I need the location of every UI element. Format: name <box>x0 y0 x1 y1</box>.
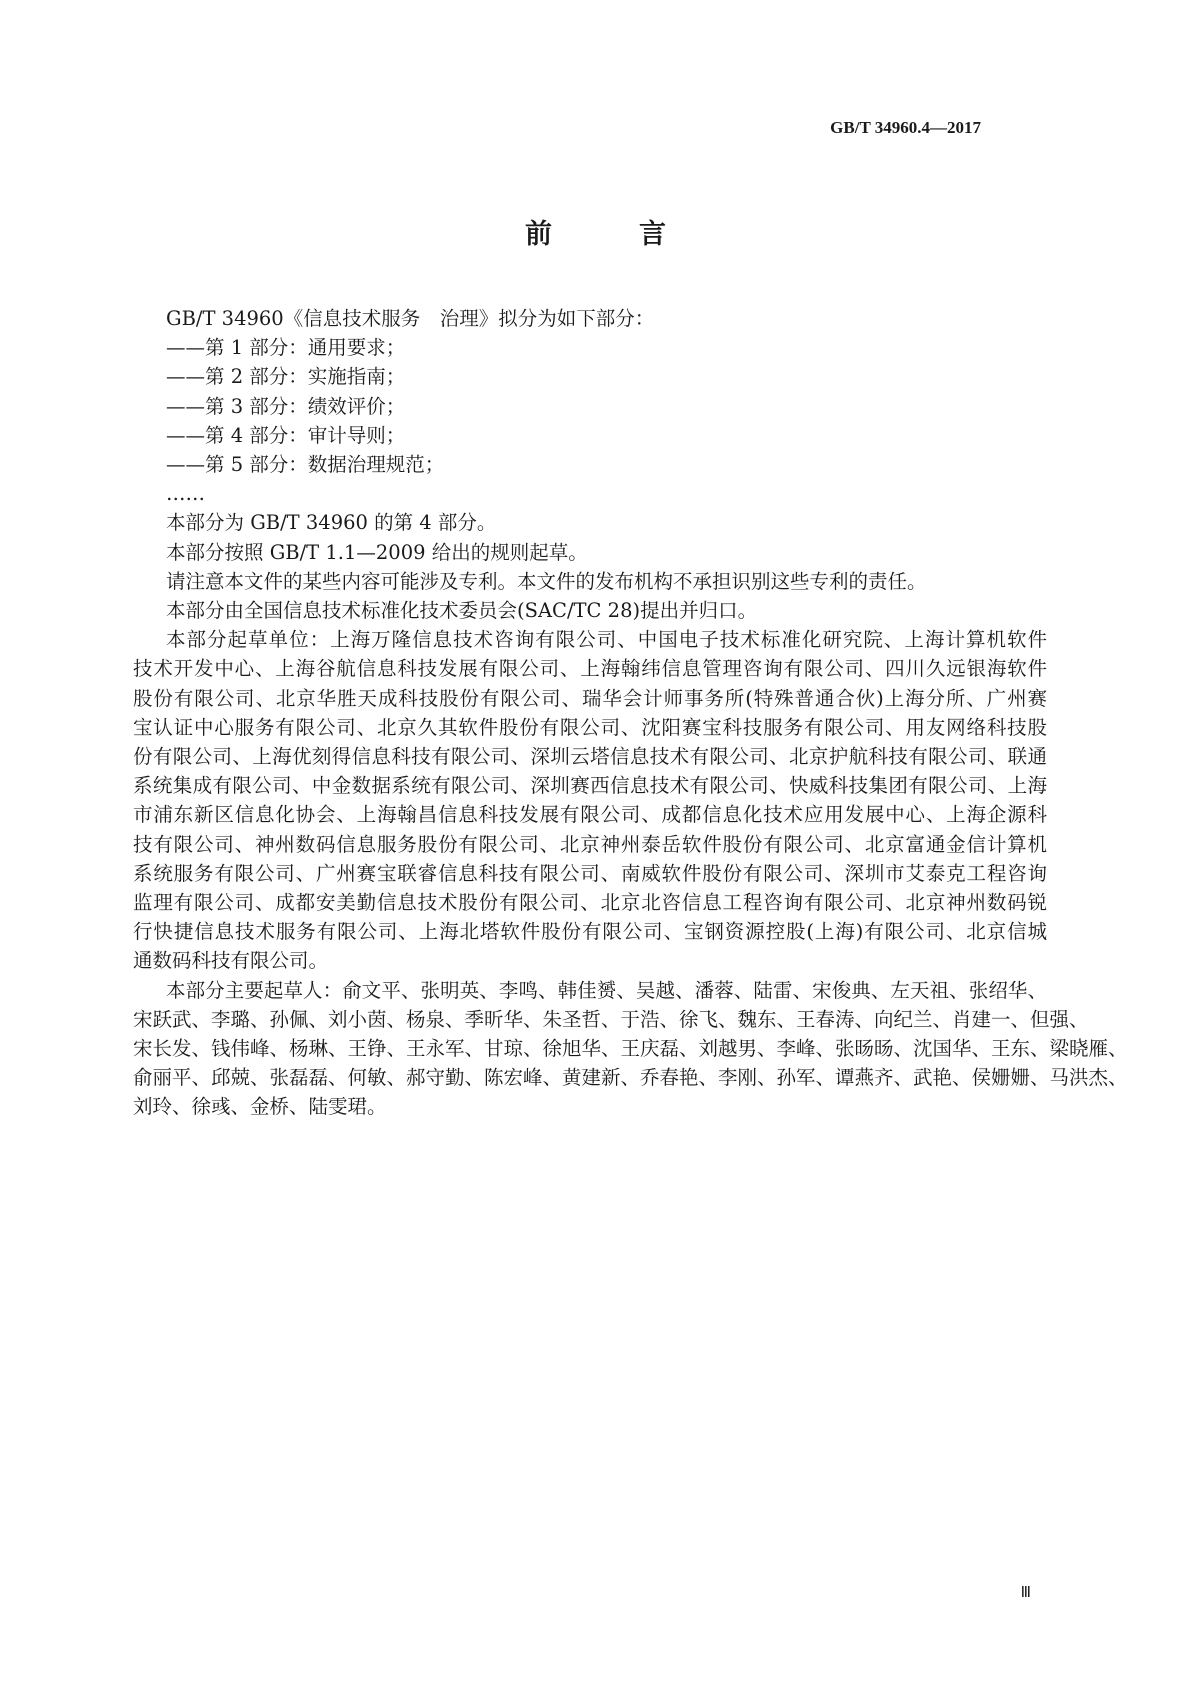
page-title: 前 言 <box>525 219 696 250</box>
text-line: 系统集成有限公司、中金数据系统有限公司、深圳赛西信息技术有限公司、快威科技集团有限公司、上海 <box>133 774 1047 798</box>
text-line: 系统服务有限公司、广州赛宝联睿信息科技有限公司、南威软件股份有限公司、深圳市艾泰克工程咨询 <box>133 861 1047 885</box>
text-line: ——第 2 部分：实施指南； <box>166 365 406 389</box>
text-line: 本部分起草单位：上海万隆信息技术咨询有限公司、中国电子技术标准化研究院、上海计算机软件 <box>166 628 1047 652</box>
text-line: 请注意本文件的某些内容可能涉及专利。本文件的发布机构不承担识别这些专利的责任。 <box>166 569 927 593</box>
text-line: 监理有限公司、成都安美勤信息技术股份有限公司、北京北咨信息工程咨询有限公司、北京神州数码锐 <box>133 891 1047 915</box>
text-line: 宝认证中心服务有限公司、北京久其软件股份有限公司、沈阳赛宝科技服务有限公司、用友网络科技股 <box>133 715 1047 739</box>
standard-number: GB/T 34960.4—2017 <box>830 118 981 137</box>
text-line: …… <box>166 482 205 506</box>
foreword-body <box>133 304 1128 1122</box>
text-line: 本部分为 GB/T 34960 的第 4 部分。 <box>166 511 497 535</box>
text-line: 市浦东新区信息化协会、上海翰昌信息科技发展有限公司、成都信息化技术应用发展中心、上海企源科 <box>133 803 1047 827</box>
text-line: 刘玲、徐彧、金桥、陆雯珺。 <box>133 1095 387 1119</box>
page-number: Ⅲ <box>1020 1585 1031 1601</box>
text-line: 股份有限公司、北京华胜天成科技股份有限公司、瑞华会计师事务所(特殊普通合伙)上海分所、广州赛 <box>133 686 1047 710</box>
text-line: ——第 4 部分：审计导则； <box>166 423 406 447</box>
text-line: 份有限公司、上海优刻得信息科技有限公司、深圳云塔信息技术有限公司、北京护航科技有限公司、联通 <box>133 745 1047 769</box>
text-line: ——第 1 部分：通用要求； <box>166 336 406 360</box>
text-line: 技有限公司、神州数码信息服务股份有限公司、北京神州泰岳软件股份有限公司、北京富通金信计算机 <box>133 832 1047 856</box>
text-line: 通数码科技有限公司。 <box>133 949 329 973</box>
text-line: 本部分按照 GB/T 1.1—2009 给出的规则起草。 <box>166 540 588 564</box>
text-line: 本部分主要起草人：俞文平、张明英、李鸣、韩佳赟、吴越、潘蓉、陆雷、宋俊典、左天祖、张绍华、 <box>166 978 1047 1002</box>
text-line: GB/T 34960《信息技术服务 治理》拟分为如下部分： <box>166 307 655 330</box>
text-line: ——第 3 部分：绩效评价； <box>166 394 406 418</box>
text-line: ——第 5 部分：数据治理规范； <box>166 453 445 477</box>
text-line: 宋跃武、李璐、孙佩、刘小茵、杨泉、季昕华、朱圣哲、于浩、徐飞、魏东、王春涛、向纪兰、肖建一、但强、 <box>133 1007 1089 1031</box>
text-line: 技术开发中心、上海谷航信息科技发展有限公司、上海翰纬信息管理咨询有限公司、四川久远银海软件 <box>133 657 1047 681</box>
text-line: 本部分由全国信息技术标准化技术委员会(SAC/TC 28)提出并归口。 <box>166 599 758 623</box>
text-line: 行快捷信息技术服务有限公司、上海北塔软件股份有限公司、宝钢资源控股(上海)有限公司、北京信城 <box>133 920 1047 944</box>
text-line: 宋长发、钱伟峰、杨琳、王铮、王永军、甘琼、徐旭华、王庆磊、刘越男、李峰、张旸旸、沈国华、王东、梁晓雁、 <box>133 1037 1128 1061</box>
text-line: 俞丽平、邱兢、张磊磊、何敏、郝守勤、陈宏峰、黄建新、乔春艳、李刚、孙军、谭燕齐、武艳、侯姗姗、马洪杰、 <box>133 1066 1128 1090</box>
